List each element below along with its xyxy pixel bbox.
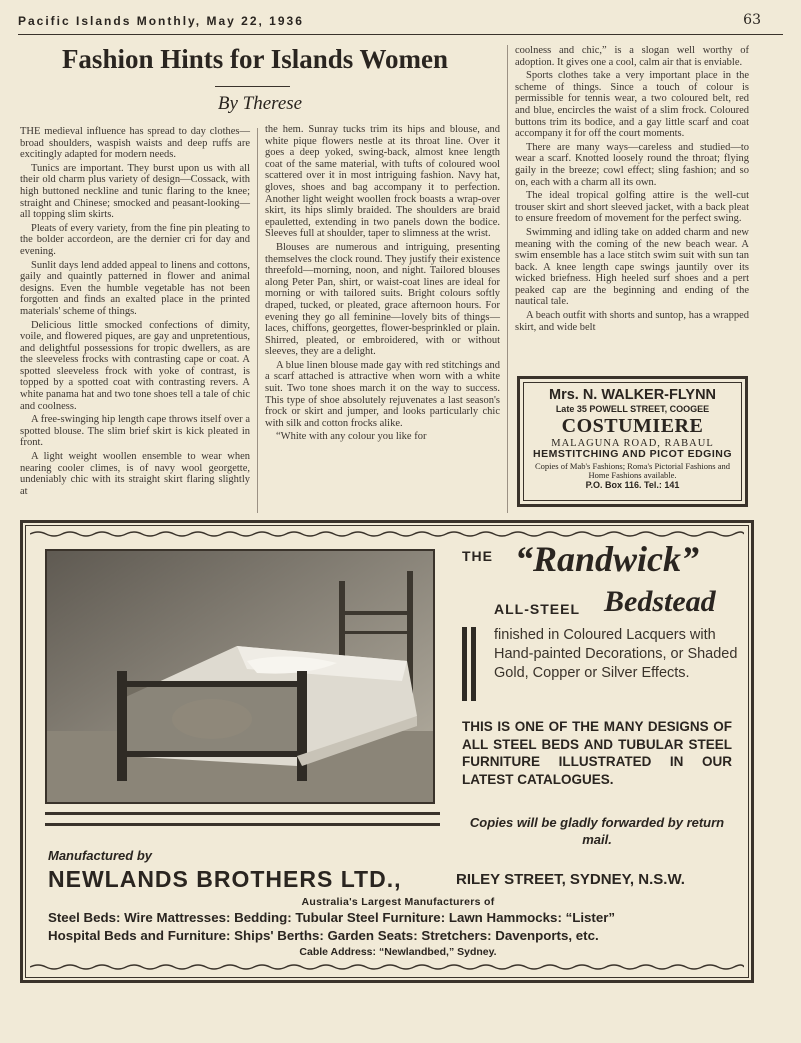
article-column-2 [265, 124, 500, 445]
article-column-1 [20, 126, 250, 499]
paragraph: A free-swinging hip length cape throws itself over a spotted blouse. The slim brief skirt is kick pleated in front. [20, 414, 250, 449]
former-address: Late 35 POWELL STREET, COOGEE [555, 404, 710, 414]
business-address: MALAGUNA ROAD, RABAUL [551, 438, 714, 449]
paragraph: A blue linen blouse made gay with red stitchings and a scarf attached is attractive when worn with a white suit. Two tone shoes march it on the way to success. This type of shoe absolutely rejuvenates a last season's frock or skirt and jumper, and looks particularly chic with silk and cotton frocks alike. [265, 359, 500, 429]
column-divider [257, 128, 258, 513]
paragraph: Sunlit days lend added appeal to linens and cottons, gaily and quaintly patterned in flower and animal designs. Even the humble vegetable has not been forgotten and finds an exalted place in the printed materials' scheme of things. [20, 259, 250, 317]
article-title: Fashion Hints for Islands Women [61, 44, 449, 74]
paragraph: Tunics are important. They burst upon us with all their old charm plus variety of design—Cossack, with high buttoned neckline and tunic flaring to the knee; straight and Chinese; smocked and peasant-looking—all topping slim skirts. [20, 162, 250, 221]
bedstead-label: Bedstead [604, 585, 716, 618]
paragraph: Swimming and idling take on added charm and new meaning with the coming of the new beach wear. A swim ensemble has a lace stitch swim suit with sun tan back. A knee length cape swings jauntily over its wicked briefness. High heeled surf shoes and a pert peaked cap are the beginning and ending of the nautical tale. [515, 226, 749, 308]
photo-rule [45, 823, 440, 826]
advertiser-name: Mrs. N. WALKER-FLYNN [548, 387, 717, 403]
all-steel-label: ALL-STEEL [494, 601, 580, 617]
paragraph: Delicious little smocked confections of dimity, voile, and flowered piques, are gay and unpretentious, and delightful possessions for tropic dwellers, as are the sleeveless frocks with contrasting cape or coat. A spotted sleeveless frock with yoke of contrast, is topped by a spotted coat with contrasting revers. A white panama hat and two tone shoes tell a tale of chic and coolness. [20, 319, 250, 412]
page-number: 63 [743, 12, 761, 28]
costumiere-heading: COSTUMIERE [561, 415, 704, 437]
copies-note: Copies will be gladly forwarded by return mail. [469, 815, 725, 847]
byline: By Therese [217, 93, 303, 114]
company-name: NEWLANDS BROTHERS LTD., [48, 866, 402, 892]
ad-the-word: THE [462, 548, 493, 564]
wavy-border-bottom [30, 963, 744, 971]
column-divider [507, 45, 508, 513]
photo-rule [45, 812, 440, 815]
paragraph: There are many ways—careless and studied—to wear a scarf. Knotted loosely round the throat; flying gaily in the breeze; cowl effect; sling fashion; and so on, each with a charm all its own. [515, 141, 749, 188]
paragraph: A light weight woollen ensemble to wear when nearing cooler climes, is of navy wool georgette, undeniably chic with its straight skirt flaring slightly at [20, 451, 250, 497]
service-text: HEMSTITCHING AND PICOT EDGING [532, 448, 733, 460]
paragraph: the hem. Sunray tucks trim its hips and blouse, and white pique flowers nestle at its throat line. Over it goes a deep yoked, swing-back, almost knee length coat of the same material, with tufts of coloured wool scattered over it in most intriguing fashion. Navy hat, gloves, shoes and bag accompany it to perfection. Another light weight woollen frock boasts a wrap-over skirt, its hips slimly braided. The shoulders are braid epauletted, extending in two panels down the bodice. Sleeves full at shoulder, taper to slimness at the wrist. [265, 124, 500, 240]
finish-description: finished in Coloured Lacquers with Hand-painted Decorations, or Shaded Gold, Copper or Silver Effects. [494, 627, 738, 681]
paragraph: Pleats of every variety, from the fine pin pleating to the bolder accordeon, are the dernier cri for day and evening. [20, 222, 250, 257]
brand-name: “Randwick” [515, 539, 700, 579]
products-line-2: Hospital Beds and Furniture: Ships' Berths: Garden Seats: Stretchers: Davenports, etc. [48, 928, 599, 943]
paragraph: coolness and chic,” is a slogan well worthy of adoption. It gives one a cool, calm air that is enviable. [515, 45, 749, 68]
largest-manufacturers: Australia's Largest Manufacturers of [301, 896, 495, 908]
paragraph: The ideal tropical golfing attire is the well-cut trouser skirt and short sleeved jacket, with a back pleat to ensure freedom of movement for the perfect swing. [515, 190, 749, 225]
paragraph: “White with any colour you like for [276, 431, 427, 443]
vertical-bars-ornament [462, 627, 478, 701]
paragraph: Blouses are numerous and intriguing, presenting themselves the clock round. They justify their existence threefold—morning, noon, and night. Tailored blouses along Peter Pan, shirt, or waist-coat lines are ideal for morning or with tailored suits. Bright colours softly draped, tucked, or pleated, grace afternoon hours. For evening they go all feminine—lovely bits of things—laces, chiffons, georgettes, flower-besprinkled or plain. Shirred, pleated, or embroidered, with or without sleeves, they are a delight. [265, 241, 500, 358]
header-rule [18, 34, 783, 35]
bed-photo [45, 549, 435, 804]
magazines-note: Copies of Mab's Fashions; Roma's Pictorial Fashions and Home Fashions available. [534, 461, 731, 480]
running-head: Pacific Islands Monthly, May 22, 1936 [18, 14, 304, 28]
paragraph: THE medieval influence has spread to day clothes—broad shoulders, waspish waists and deep ruffs are excitingly adapted for modern needs. [20, 126, 250, 161]
paragraph: Sports clothes take a very important place in the scheme of things. Since a touch of colour is permissible for tennis wear, a two coloured belt, red and blue, encircles the waist of a slim frock. Coloured buttons trim its bodice, and a gay little scarf and coat accompany it for off the court moments. [515, 70, 749, 140]
contact-details: P.O. Box 116. Tel.: 141 [585, 480, 680, 490]
company-street: RILEY STREET, SYDNEY, N.S.W. [456, 871, 685, 888]
catalogue-description: THIS IS ONE OF THE MANY DESIGNS OF ALL STEEL BEDS AND TUBULAR STEEL FURNITURE ILLUSTRATED IN OUR LATEST CATALOGUES. [462, 719, 732, 787]
products-line-1: Steel Beds: Wire Mattresses: Bedding: Tubular Steel Furniture: Lawn Hammocks: “Lister” [48, 910, 616, 925]
wavy-border-top [30, 530, 744, 538]
title-rule [215, 86, 290, 87]
bed-photo-icon [47, 551, 433, 802]
paragraph: A beach outfit with shorts and suntop, has a wrapped skirt, and wide belt [515, 310, 749, 333]
costumiere-advertisement [517, 376, 748, 507]
cable-address: Cable Address: “Newlandbed,” Sydney. [299, 946, 497, 958]
article-column-3 [515, 45, 749, 335]
manufactured-by: Manufactured by [48, 848, 153, 863]
